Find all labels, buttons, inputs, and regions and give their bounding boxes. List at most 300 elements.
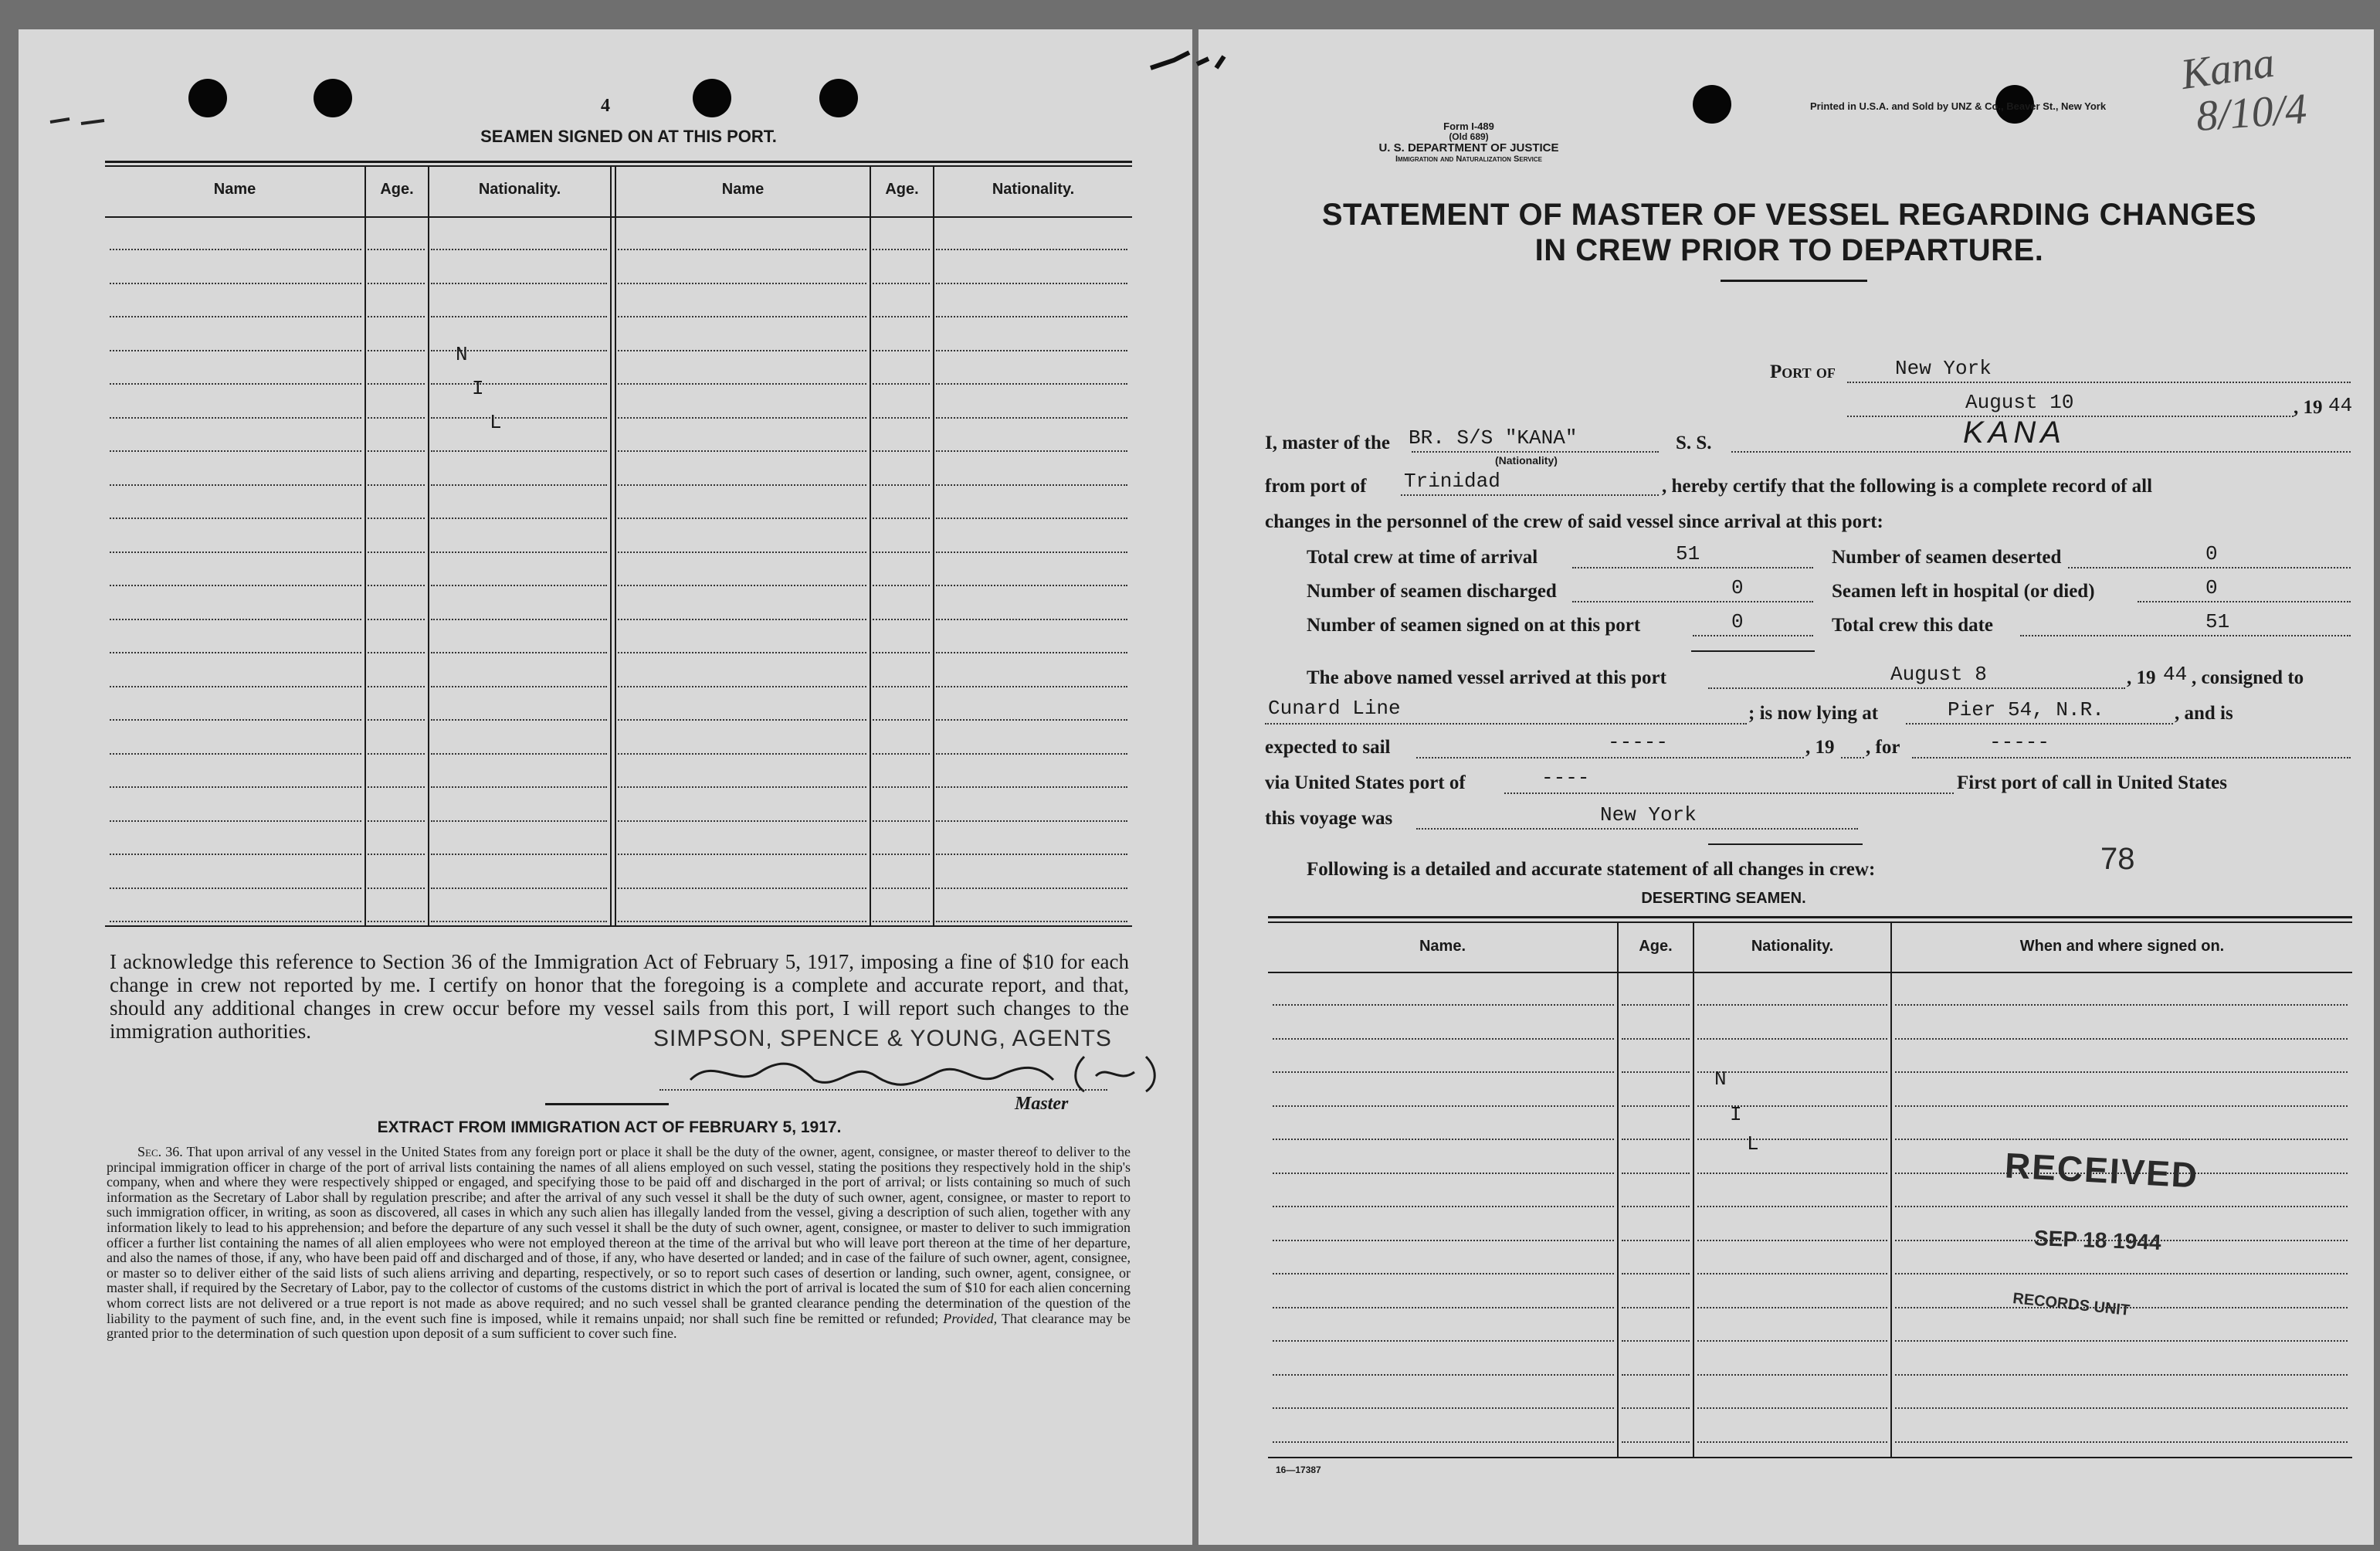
ruled-line <box>936 383 1127 385</box>
ruled-line <box>431 686 607 687</box>
handwritten-number: 78 <box>2100 842 2135 876</box>
signature <box>683 1049 1177 1095</box>
corner-note-line: Kana <box>2178 38 2278 100</box>
corner-note-line: 8/10/4 <box>2195 85 2309 141</box>
col-divider <box>1890 923 1892 1457</box>
section-body: That upon arrival of any vessel in the United States from any foreign port or place it shall be the duty of the owner, agent, consignee, or master thereof to deliver to the principal immigration officer in charge of the port of arrival lists containing the names of all aliens employed on such vessel, stating the positions they respectively hold in the ship's company, when and where they were respectively shipped or engaged, and specifying those to be paid off and discharged in the port of arrival; or lists containing so much of such information as the Secretary of Labor shall by regulation prescribe; and after the arrival of any such vessel it shall be the duty of such owner, agent, consignee, or master to report to such immigration officer, in writing, as soon as discovered, all cases in which any such alien has illegally landed from the vessel, giving a description of such alien, together with any information likely to lead to his apprehension; and before the departure of any such vessel it shall be the duty of such owner, agent, consignee, or master to deliver to such immigration officer a further list containing the names of all alien employees who were not employed thereon at the time of the arrival but who will leave port thereon at the time of her departure, and also the names of those, if any, who have been paid off and discharged and of those, if any, who have deserted or landed; and in case of the failure of such owner, agent, consignee, or master so to deliver either of the said lists of such aliens arriving and departing, respectively, or so to report such cases of desertion or landing, such owner, agent, consignee, or master shall, if required by the Secretary of Labor, pay to the collector of customs of the customs district in which the port of arrival is located the sum of $10 for each alien concerning whom correct lists are not delivered or a true report is not made as above required; and no such vessel shall be granted clearance pending the determination of the question of the liability to the payment of such fine, and, in the event such fine is imposed, while it remains unpaid; nor shall such fine be remitted or refunded; <box>107 1144 1131 1326</box>
ruled-line <box>431 854 607 855</box>
stat-value: 51 <box>2205 610 2230 633</box>
punch-hole <box>693 79 731 117</box>
ruled-line <box>431 921 607 922</box>
via-label: via United States port of <box>1265 772 1466 793</box>
ruled-line <box>1697 1374 1887 1376</box>
ruled-line <box>368 820 425 822</box>
ruled-line <box>1622 1173 1690 1174</box>
ruled-line <box>873 686 930 687</box>
ruled-line <box>368 719 425 721</box>
ruled-line <box>1273 1407 1614 1409</box>
nil-letter: I <box>472 377 484 400</box>
port-value: New York <box>1895 357 1992 380</box>
ruled-line <box>1697 1004 1887 1006</box>
ruled-line <box>936 686 1127 687</box>
received-stamp: RECEIVED <box>2003 1145 2200 1196</box>
consignee: Cunard Line <box>1268 697 1401 720</box>
nationality-caption: (Nationality) <box>1495 454 1558 467</box>
ruled-line <box>1895 1071 2348 1073</box>
ruled-line <box>1273 1441 1614 1443</box>
pier-line <box>1906 723 2173 725</box>
provided-label: Provided, <box>943 1310 998 1326</box>
service-name: Immigration and Naturalization Service <box>1395 154 1542 164</box>
desert-table-top <box>1268 916 2352 918</box>
ruled-line <box>873 518 930 519</box>
ruled-line <box>618 484 866 486</box>
ruled-line <box>368 417 425 419</box>
section-36-text <box>107 1145 1131 1342</box>
nationality-line <box>1412 451 1659 453</box>
ruled-line <box>431 652 607 653</box>
ruled-line <box>873 887 930 889</box>
ruled-line <box>873 450 930 452</box>
ruled-line <box>1697 1441 1887 1443</box>
ruled-line <box>873 316 930 317</box>
arrival-date: August 8 <box>1890 663 1987 686</box>
ruled-line <box>368 786 425 788</box>
from-port-value: Trinidad <box>1404 470 1500 493</box>
ruled-line <box>618 450 866 452</box>
col-header-name: Name <box>721 181 765 198</box>
sec-label: Sec. 36. <box>137 1144 183 1159</box>
ruled-line <box>110 383 361 385</box>
ruled-line <box>1622 1139 1690 1140</box>
ruled-line <box>1273 1139 1614 1140</box>
col-divider <box>615 167 616 925</box>
col-header-nationality: Nationality. <box>478 181 561 198</box>
ruled-line <box>618 249 866 250</box>
acknowledgment-text: I acknowledge this reference to Section 36 of the Immigration Act of February 5, 1917, imposing a fine of $10 for each change in crew not reported by me. I certify on honor that the foregoing is a complete and accurate report, and that, should any additional changes in crew occur before my vessel sails from this port, I will report such changes to the immigration authorities. <box>110 950 1129 1043</box>
ruled-line <box>1273 1240 1614 1241</box>
date-line <box>1847 416 2294 417</box>
voyage-rule <box>1708 843 1863 845</box>
scan-mark <box>46 108 116 131</box>
master-of-label: I, master of the <box>1265 433 1390 453</box>
ruled-line <box>1622 1206 1690 1207</box>
ruled-line <box>368 518 425 519</box>
ruled-line <box>1895 1105 2348 1107</box>
col-header-age: Age. <box>380 181 414 198</box>
ruled-line <box>936 786 1127 788</box>
ruled-line <box>1622 1441 1690 1443</box>
ruled-line <box>1697 1407 1887 1409</box>
ruled-line <box>431 383 607 385</box>
ruled-line <box>1697 1038 1887 1040</box>
ruled-line <box>431 450 607 452</box>
ruled-line <box>936 350 1127 351</box>
col-divider <box>610 167 612 925</box>
consigned-label: , consigned to <box>2192 667 2304 688</box>
stat-label: Number of seamen deserted <box>1832 547 2062 568</box>
corner-note <box>2178 38 2309 141</box>
stat-value: 0 <box>2205 576 2218 599</box>
ruled-line <box>618 518 866 519</box>
nil-letter: L <box>1747 1132 1759 1156</box>
ruled-line <box>368 484 425 486</box>
ruled-line <box>936 854 1127 855</box>
ruled-line <box>1622 1105 1690 1107</box>
ruled-line <box>873 820 930 822</box>
ruled-line <box>1697 1173 1887 1174</box>
ruled-line <box>936 552 1127 553</box>
ruled-line <box>618 417 866 419</box>
ruled-line <box>936 820 1127 822</box>
desert-table-top-2 <box>1268 921 2352 923</box>
ruled-line <box>1622 1273 1690 1274</box>
desert-col-header: When and where signed on. <box>2019 938 2225 955</box>
port-label: Port of <box>1770 361 1836 382</box>
ruled-line <box>618 350 866 351</box>
ruled-line <box>110 518 361 519</box>
punch-hole <box>188 79 227 117</box>
ruled-line <box>110 350 361 351</box>
form-number: 16—17387 <box>1276 1464 1321 1475</box>
ss-label: S. S. <box>1676 433 1712 453</box>
ruled-line <box>873 417 930 419</box>
ruled-line <box>873 585 930 586</box>
ship-name-line <box>1731 451 2351 453</box>
ruled-line <box>936 652 1127 653</box>
ruled-line <box>618 686 866 687</box>
ruled-line <box>1622 1307 1690 1308</box>
ruled-line <box>110 585 361 586</box>
ruled-line <box>431 753 607 755</box>
stat-line <box>2068 567 2351 568</box>
consignee-line <box>1265 723 1747 725</box>
stat-line <box>1693 635 1813 636</box>
col-divider <box>933 167 934 925</box>
ruled-line <box>936 619 1127 620</box>
ruled-line <box>1273 1206 1614 1207</box>
stat-line <box>2138 601 2351 602</box>
sail-date: ----- <box>1608 731 1669 754</box>
ruled-line <box>936 753 1127 755</box>
ruled-line <box>873 350 930 351</box>
ruled-line <box>368 552 425 553</box>
ruled-line <box>873 786 930 788</box>
ruled-line <box>1273 1173 1614 1174</box>
lying-label: ; is now lying at <box>1748 703 1879 724</box>
ruled-line <box>873 719 930 721</box>
ruled-line <box>1697 1340 1887 1342</box>
ruled-line <box>936 484 1127 486</box>
ruled-line <box>936 518 1127 519</box>
via-value: ---- <box>1541 766 1590 789</box>
stat-line <box>1572 567 1813 568</box>
ruled-line <box>618 619 866 620</box>
ruled-line <box>1697 1105 1887 1107</box>
stats-rule <box>1691 650 1815 652</box>
voyage-line <box>1416 828 1858 830</box>
first-port-label: First port of call in United States <box>1957 772 2227 793</box>
punch-hole <box>314 79 352 117</box>
ruled-line <box>618 283 866 284</box>
ruled-line <box>1273 1105 1614 1107</box>
ruled-line <box>431 552 607 553</box>
ruled-line <box>873 854 930 855</box>
ruled-line <box>1273 1004 1614 1006</box>
ruled-line <box>368 585 425 586</box>
form-number-line: Form I-489 <box>1443 120 1494 132</box>
ruled-line <box>873 283 930 284</box>
ruled-line <box>1622 1004 1690 1006</box>
ruled-line <box>873 552 930 553</box>
for-line <box>1912 757 2351 759</box>
ruled-line <box>1273 1071 1614 1073</box>
ruled-line <box>1273 1038 1614 1040</box>
voyage-label: this voyage was <box>1265 808 1393 829</box>
ruled-line <box>618 585 866 586</box>
stat-value: 51 <box>1676 542 1700 565</box>
ruled-line <box>618 316 866 317</box>
ruled-line <box>431 619 607 620</box>
ruled-line <box>1622 1407 1690 1409</box>
ruled-line <box>431 719 607 721</box>
deserting-title: DESERTING SEAMEN. <box>1641 890 1806 907</box>
arrived-label: The above named vessel arrived at this port <box>1307 667 1666 688</box>
ship-name: KANA <box>1963 416 2066 450</box>
ruled-line <box>368 686 425 687</box>
ruled-line <box>110 484 361 486</box>
department-name: U. S. DEPARTMENT OF JUSTICE <box>1378 141 1559 154</box>
col-divider <box>1693 923 1694 1457</box>
ruled-line <box>618 820 866 822</box>
ruled-line <box>368 854 425 855</box>
ruled-line <box>936 585 1127 586</box>
ruled-line <box>1895 1038 2348 1040</box>
ruled-line <box>110 652 361 653</box>
nil-letter: L <box>490 411 502 434</box>
ruled-line <box>1697 1307 1887 1308</box>
from-port-label: from port of <box>1265 476 1367 497</box>
ruled-line <box>1895 1340 2348 1342</box>
ruled-line <box>110 719 361 721</box>
col-divider <box>1617 923 1619 1457</box>
ruled-line <box>873 921 930 922</box>
date-value: August 10 <box>1965 391 2074 414</box>
ruled-line <box>431 283 607 284</box>
pier: Pier 54, N.R. <box>1948 698 2104 721</box>
ruled-line <box>431 585 607 586</box>
year-value: 44 <box>2328 394 2353 417</box>
sail-year-line <box>1841 757 1864 759</box>
divider-rule <box>545 1103 669 1105</box>
sail-line <box>1416 757 1804 759</box>
title-rule <box>1721 280 1867 282</box>
ruled-line <box>618 719 866 721</box>
ruled-line <box>368 350 425 351</box>
received-date: SEP 18 1944 <box>2033 1226 2162 1254</box>
stat-label: Number of seamen signed on at this port <box>1307 615 1641 636</box>
ruled-line <box>1622 1240 1690 1241</box>
ruled-line <box>936 316 1127 317</box>
right-page <box>1198 29 2374 1545</box>
ruled-line <box>431 417 607 419</box>
col-header-name: Name <box>213 181 256 198</box>
year-prefix: , 19 <box>2294 397 2323 418</box>
stat-label: Total crew at time of arrival <box>1307 547 1538 568</box>
punch-hole <box>819 79 858 117</box>
ruled-line <box>1622 1374 1690 1376</box>
stat-label: Number of seamen discharged <box>1307 581 1557 602</box>
for-value: ----- <box>1989 731 2050 754</box>
ruled-line <box>936 921 1127 922</box>
ruled-line <box>368 753 425 755</box>
ruled-line <box>431 887 607 889</box>
nil-letter: I <box>1730 1103 1742 1126</box>
col-divider <box>428 167 429 925</box>
vessel-nationality: BR. S/S "KANA" <box>1409 426 1578 450</box>
ruled-line <box>110 854 361 855</box>
ruled-line <box>618 753 866 755</box>
col-header-age: Age. <box>885 181 919 198</box>
ruled-line <box>1697 1240 1887 1241</box>
stat-line <box>1572 601 1813 602</box>
ruled-line <box>873 484 930 486</box>
signature-line <box>659 1089 1107 1091</box>
ruled-line <box>618 921 866 922</box>
printer-note: Printed in U.S.A. and Sold by UNZ & Co., Beaver St., New York <box>1810 100 2107 112</box>
ruled-line <box>873 619 930 620</box>
ruled-line <box>110 283 361 284</box>
ruled-line <box>1895 1206 2348 1207</box>
desert-col-header: Nationality. <box>1751 938 1834 955</box>
ruled-line <box>936 719 1127 721</box>
table-header-rule <box>105 216 1132 218</box>
left-page <box>19 29 1192 1545</box>
arrival-year-prefix: , 19 <box>2127 667 2156 688</box>
ruled-line <box>618 552 866 553</box>
ruled-line <box>1273 1374 1614 1376</box>
ruled-line <box>618 887 866 889</box>
ruled-line <box>110 820 361 822</box>
stat-line <box>2020 635 2351 636</box>
arrival-year: 44 <box>2163 663 2188 686</box>
stat-value: 0 <box>2205 542 2218 565</box>
ruled-line <box>1895 1004 2348 1006</box>
master-label: Master <box>1015 1094 1069 1114</box>
ruled-line <box>368 249 425 250</box>
stat-value: 0 <box>1731 576 1744 599</box>
extract-title: EXTRACT FROM IMMIGRATION ACT OF FEBRUARY 5, 1917. <box>377 1118 842 1136</box>
ruled-line <box>1273 1273 1614 1274</box>
col-divider <box>870 167 871 925</box>
desert-header-rule <box>1268 972 2352 973</box>
port-line <box>1847 382 2351 383</box>
punch-hole <box>1693 85 1731 124</box>
form-title-line2: IN CREW PRIOR TO DEPARTURE. <box>1534 233 2044 267</box>
ruled-line <box>1273 1340 1614 1342</box>
ruled-line <box>936 249 1127 250</box>
and-is: , and is <box>2175 703 2233 724</box>
table-top-rule-2 <box>105 165 1132 167</box>
ruled-line <box>618 652 866 653</box>
scan-mark <box>1143 37 1236 83</box>
ruled-line <box>110 249 361 250</box>
ruled-line <box>1273 1307 1614 1308</box>
ruled-line <box>873 652 930 653</box>
from-port-line <box>1401 494 1659 496</box>
table-top-rule <box>105 161 1132 163</box>
ruled-line <box>110 921 361 922</box>
form-title-line1: STATEMENT OF MASTER OF VESSEL REGARDING CHANGES <box>1321 198 2257 232</box>
records-unit-stamp: RECORDS UNIT <box>2012 1290 2131 1319</box>
ruled-line <box>368 450 425 452</box>
stat-value: 0 <box>1731 610 1744 633</box>
ruled-line <box>936 417 1127 419</box>
ruled-line <box>110 786 361 788</box>
ruled-line <box>368 619 425 620</box>
table-bottom-rule <box>105 925 1132 927</box>
ruled-line <box>110 686 361 687</box>
voyage-value: New York <box>1600 803 1697 826</box>
agents-stamp: SIMPSON, SPENCE & YOUNG, AGENTS <box>653 1026 1112 1051</box>
sail-year: , 19 <box>1805 737 1835 758</box>
col-header-nationality: Nationality. <box>992 181 1075 198</box>
ruled-line <box>368 887 425 889</box>
desert-table-bottom <box>1268 1457 2352 1458</box>
ruled-line <box>1622 1071 1690 1073</box>
form-old-number: (Old 689) <box>1449 131 1489 142</box>
desert-col-header: Age. <box>1639 938 1673 955</box>
ruled-line <box>873 249 930 250</box>
certify-text: , hereby certify that the following is a complete record of all <box>1662 476 2153 497</box>
signature-scribble <box>683 1049 1177 1095</box>
nil-letter: N <box>1714 1067 1727 1091</box>
ruled-line <box>368 383 425 385</box>
arrival-line <box>1708 687 2125 689</box>
ruled-line <box>431 518 607 519</box>
ruled-line <box>368 921 425 922</box>
ruled-line <box>431 786 607 788</box>
ruled-line <box>110 887 361 889</box>
via-line <box>1504 792 1954 794</box>
ruled-line <box>368 652 425 653</box>
stat-label: Seamen left in hospital (or died) <box>1832 581 2095 602</box>
ruled-line <box>618 854 866 855</box>
desert-col-header: Name. <box>1419 938 1466 955</box>
following-text: Following is a detailed and accurate statement of all changes in crew: <box>1307 859 1876 880</box>
expected-label: expected to sail <box>1265 737 1391 758</box>
page-number: 4 <box>601 96 610 116</box>
ruled-line <box>431 820 607 822</box>
ruled-line <box>936 283 1127 284</box>
nil-letter: N <box>456 343 468 366</box>
section-tail: That clearance may be granted prior to the determination of such question upon deposit of a sum sufficient to cover such fine. <box>107 1310 1131 1342</box>
ruled-line <box>110 417 361 419</box>
ruled-line <box>1622 1340 1690 1342</box>
ruled-line <box>110 316 361 317</box>
ruled-line <box>1622 1038 1690 1040</box>
ruled-line <box>873 753 930 755</box>
changes-text: changes in the personnel of the crew of said vessel since arrival at this port: <box>1265 511 1883 532</box>
col-divider <box>364 167 366 925</box>
ruled-line <box>618 383 866 385</box>
ruled-line <box>110 619 361 620</box>
ruled-line <box>936 450 1127 452</box>
ruled-line <box>1895 1374 2348 1376</box>
ruled-line <box>1697 1273 1887 1274</box>
stat-label: Total crew this date <box>1832 615 1994 636</box>
ruled-line <box>431 316 607 317</box>
